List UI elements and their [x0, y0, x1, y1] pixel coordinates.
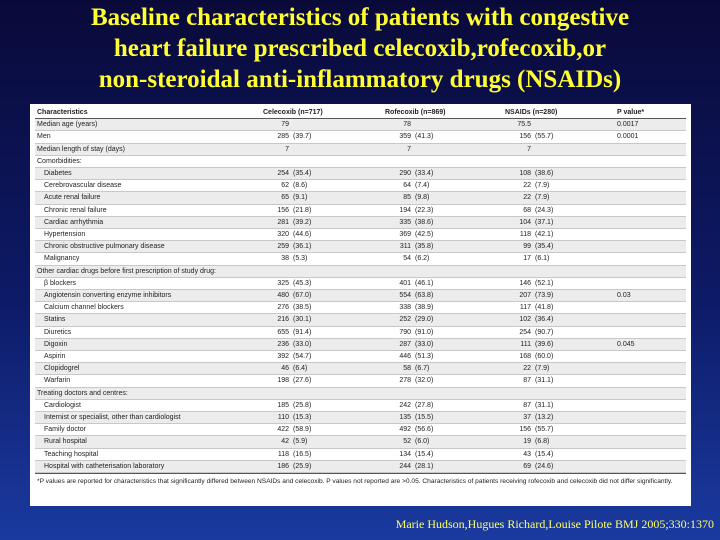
table-row [35, 131, 686, 143]
row-label: β blockers [44, 279, 77, 287]
celecoxib-cell: 480 (67.0) [277, 292, 312, 300]
nsaids-cell: 87 (31.1) [523, 377, 554, 385]
p-value-cell [615, 192, 686, 204]
celecoxib-cell: 7 [285, 145, 289, 153]
citation: Marie Hudson,Hugues Richard,Louise Pilote BMJ 2005;330:1370 [395, 517, 714, 531]
row-label: Diuretics [44, 328, 72, 336]
table-row [35, 143, 686, 155]
celecoxib-cell [261, 387, 383, 399]
p-value-cell [615, 216, 686, 228]
p-value-cell [615, 363, 686, 375]
table-row [35, 326, 686, 338]
p-value-cell [615, 302, 686, 314]
baseline-table-panel [30, 104, 691, 506]
celecoxib-cell: 65 (9.1) [281, 194, 308, 202]
celecoxib-cell: 38 (5.3) [281, 255, 308, 263]
rofecoxib-cell: 244 (28.1) [399, 462, 434, 470]
table-body [35, 119, 686, 473]
p-value-cell [615, 399, 686, 411]
row-label: Cardiologist [44, 401, 81, 409]
p-value-cell [615, 375, 686, 387]
nsaids-cell [503, 387, 615, 399]
rofecoxib-cell [383, 387, 503, 399]
table-row [35, 155, 686, 167]
rofecoxib-cell: 401 (46.1) [399, 279, 434, 287]
table-row [35, 216, 686, 228]
celecoxib-cell: 185 (25.8) [277, 401, 312, 409]
row-label: Acute renal failure [44, 194, 101, 202]
nsaids-cell: 104 (37.1) [519, 218, 554, 226]
table-row [35, 302, 686, 314]
p-value-cell [615, 180, 686, 192]
nsaids-cell: 99 (35.4) [523, 243, 554, 251]
rofecoxib-cell: 790 (91.0) [399, 328, 434, 336]
rofecoxib-cell: 252 (29.0) [399, 316, 434, 324]
rofecoxib-cell: 278 (32.0) [399, 377, 434, 385]
table-row [35, 265, 686, 277]
p-value-cell [615, 351, 686, 363]
rofecoxib-cell [383, 265, 503, 277]
rofecoxib-cell: 52 (6.0) [403, 438, 430, 446]
rofecoxib-cell: 290 (33.4) [399, 170, 434, 178]
row-label: Malignancy [44, 255, 80, 263]
nsaids-cell: 111 (39.6) [520, 340, 554, 348]
celecoxib-cell: 259 (36.1) [277, 243, 312, 251]
celecoxib-cell: 186 (25.9) [277, 462, 312, 470]
celecoxib-cell [261, 265, 383, 277]
table-row [35, 351, 686, 363]
row-label: Angiotensin converting enzyme inhibitors [44, 292, 172, 300]
p-value-cell [615, 326, 686, 338]
p-value-cell [615, 265, 686, 277]
p-value-cell [615, 155, 686, 167]
table-row [35, 460, 686, 472]
row-label: Digoxin [44, 340, 68, 348]
nsaids-cell: 69 (24.6) [523, 462, 554, 470]
nsaids-cell: 43 (15.4) [523, 450, 554, 458]
rofecoxib-cell: 369 (42.5) [399, 231, 434, 239]
row-label: Hospital with catheterisation laboratory [44, 462, 165, 470]
table-row [35, 399, 686, 411]
p-value-cell [615, 314, 686, 326]
row-label: Teaching hospital [44, 450, 99, 458]
nsaids-cell: 168 (60.0) [519, 353, 554, 361]
rofecoxib-cell: 54 (6.2) [403, 255, 430, 263]
row-label: Cerebrovascular disease [44, 182, 122, 190]
row-label: Chronic renal failure [44, 206, 107, 214]
nsaids-cell: 118 (42.1) [519, 231, 554, 239]
celecoxib-cell: 392 (54.7) [277, 353, 312, 361]
row-label: Cardiac arrhythmia [44, 218, 104, 226]
header-characteristics: Characteristics [35, 107, 261, 119]
row-label: Comorbidities: [37, 157, 82, 165]
table-row [35, 229, 686, 241]
p-value-cell [615, 143, 686, 155]
header-rofecoxib: Rofecoxib (n=869) [383, 107, 503, 119]
nsaids-cell: 7 [527, 145, 531, 153]
row-label: Aspirin [44, 353, 66, 361]
p-value-cell [615, 412, 686, 424]
nsaids-cell: 22 (7.9) [523, 365, 550, 373]
rofecoxib-cell: 78 [403, 121, 411, 129]
celecoxib-cell: 276 (38.5) [277, 304, 312, 312]
table-row [35, 436, 686, 448]
table-footnote: *P values are reported for characteristics that significantly differed between NSAIDs and celecoxib. P values not reported are >0.05. Characteristics of patients receiving rofecoxib and celecoxib did not differ significantly. [35, 473, 686, 486]
celecoxib-cell: 655 (91.4) [277, 328, 312, 336]
row-label: Family doctor [44, 426, 87, 434]
table-row [35, 168, 686, 180]
p-value-cell [615, 436, 686, 448]
row-label: Other cardiac drugs before first prescription of study drug: [37, 267, 216, 275]
table-row [35, 180, 686, 192]
nsaids-cell: 22 (7.9) [523, 194, 550, 202]
table-row [35, 363, 686, 375]
celecoxib-cell: 118 (16.5) [277, 450, 312, 458]
table-row [35, 277, 686, 289]
celecoxib-cell [261, 155, 383, 167]
celecoxib-cell: 62 (8.6) [281, 182, 308, 190]
row-label: Median age (years) [37, 121, 98, 129]
p-value-cell [615, 241, 686, 253]
nsaids-cell: 22 (7.9) [523, 182, 550, 190]
table-row [35, 424, 686, 436]
rofecoxib-cell: 194 (22.3) [399, 206, 434, 214]
nsaids-cell: 156 (55.7) [519, 133, 554, 141]
row-label: Diabetes [44, 170, 72, 178]
nsaids-cell [503, 265, 615, 277]
row-label: Warfarin [44, 377, 71, 385]
table-header-row [35, 107, 686, 119]
celecoxib-cell: 325 (45.3) [277, 279, 312, 287]
rofecoxib-cell: 359 (41.3) [399, 133, 434, 141]
header-celecoxib: Celecoxib (n=717) [261, 107, 383, 119]
celecoxib-cell: 281 (39.2) [277, 218, 312, 226]
rofecoxib-cell: 554 (63.8) [399, 292, 434, 300]
row-label: Treating doctors and centres: [37, 389, 128, 397]
p-value-cell [615, 204, 686, 216]
nsaids-cell: 254 (90.7) [519, 328, 554, 336]
table-row [35, 253, 686, 265]
nsaids-cell: 68 (24.3) [523, 206, 554, 214]
nsaids-cell: 75.5 [517, 121, 531, 129]
celecoxib-cell: 285 (39.7) [277, 133, 312, 141]
title-line-3: non-steroidal anti-inflammatory drugs (NSAIDs) [98, 66, 622, 93]
rofecoxib-cell: 335 (38.6) [399, 218, 434, 226]
rofecoxib-cell [383, 155, 503, 167]
table-row [35, 314, 686, 326]
rofecoxib-cell: 311 (35.8) [399, 243, 434, 251]
title-line-2: heart failure prescribed celecoxib,rofecoxib,or [113, 35, 607, 62]
table-row [35, 290, 686, 302]
nsaids-cell: 87 (31.1) [523, 401, 554, 409]
p-value-cell [615, 168, 686, 180]
nsaids-cell: 19 (6.8) [523, 438, 550, 446]
celecoxib-cell: 42 (5.9) [281, 438, 308, 446]
table-row [35, 448, 686, 460]
celecoxib-cell: 156 (21.8) [277, 206, 312, 214]
row-label: Statins [44, 316, 66, 324]
rofecoxib-cell: 242 (27.8) [399, 401, 434, 409]
rofecoxib-cell: 134 (15.4) [399, 450, 434, 458]
celecoxib-cell: 110 (15.3) [277, 414, 312, 422]
row-label: Rural hospital [44, 438, 87, 446]
celecoxib-cell: 254 (35.4) [277, 170, 312, 178]
table-row [35, 375, 686, 387]
celecoxib-cell: 216 (30.1) [277, 316, 312, 324]
baseline-characteristics-table [35, 107, 686, 473]
p-value-cell [615, 460, 686, 472]
row-label: Internist or specialist, other than cardiologist [44, 414, 181, 422]
celecoxib-cell: 79 [281, 121, 289, 129]
row-label: Calcium channel blockers [44, 304, 124, 312]
header-nsaids: NSAIDs (n=280) [503, 107, 615, 119]
rofecoxib-cell: 135 (15.5) [399, 414, 434, 422]
p-value-cell [615, 277, 686, 289]
table-row [35, 387, 686, 399]
nsaids-cell: 102 (36.4) [519, 316, 554, 324]
row-label: Chronic obstructive pulmonary disease [44, 243, 165, 251]
celecoxib-cell: 236 (33.0) [277, 340, 312, 348]
p-value-cell: 0.045 [617, 340, 635, 348]
nsaids-cell: 146 (52.1) [519, 279, 554, 287]
title-line-1: Baseline characteristics of patients with congestive [90, 4, 630, 31]
rofecoxib-cell: 7 [407, 145, 411, 153]
rofecoxib-cell: 287 (33.0) [399, 340, 434, 348]
celecoxib-cell: 46 (6.4) [281, 365, 308, 373]
p-value-cell [615, 448, 686, 460]
celecoxib-cell: 320 (44.6) [277, 231, 312, 239]
table-row [35, 119, 686, 131]
table-row [35, 412, 686, 424]
p-value-cell: 0.0001 [617, 133, 639, 141]
rofecoxib-cell: 338 (38.9) [399, 304, 434, 312]
rofecoxib-cell: 58 (6.7) [403, 365, 430, 373]
row-label: Hypertension [44, 231, 86, 239]
table-row [35, 192, 686, 204]
celecoxib-cell: 198 (27.6) [277, 377, 312, 385]
table-row [35, 204, 686, 216]
p-value-cell: 0.03 [617, 292, 631, 300]
row-label: Men [37, 133, 51, 141]
p-value-cell [615, 229, 686, 241]
header-p-value: P value* [615, 107, 686, 119]
celecoxib-cell: 422 (58.9) [277, 426, 312, 434]
nsaids-cell: 117 (41.8) [519, 304, 554, 312]
nsaids-cell: 37 (13.2) [523, 414, 554, 422]
nsaids-cell: 108 (38.6) [519, 170, 554, 178]
nsaids-cell: 17 (6.1) [523, 255, 550, 263]
nsaids-cell [503, 155, 615, 167]
p-value-cell [615, 424, 686, 436]
table-row [35, 338, 686, 350]
row-label: Clopidogrel [44, 365, 80, 373]
slide-title [0, 2, 720, 95]
table-row [35, 241, 686, 253]
p-value-cell [615, 387, 686, 399]
rofecoxib-cell: 492 (56.6) [399, 426, 434, 434]
rofecoxib-cell: 446 (51.3) [399, 353, 434, 361]
nsaids-cell: 156 (55.7) [519, 426, 554, 434]
p-value-cell: 0.0017 [617, 121, 639, 129]
rofecoxib-cell: 85 (9.8) [403, 194, 430, 202]
rofecoxib-cell: 64 (7.4) [403, 182, 430, 190]
p-value-cell [615, 253, 686, 265]
nsaids-cell: 207 (73.9) [519, 292, 554, 300]
row-label: Median length of stay (days) [37, 145, 125, 153]
